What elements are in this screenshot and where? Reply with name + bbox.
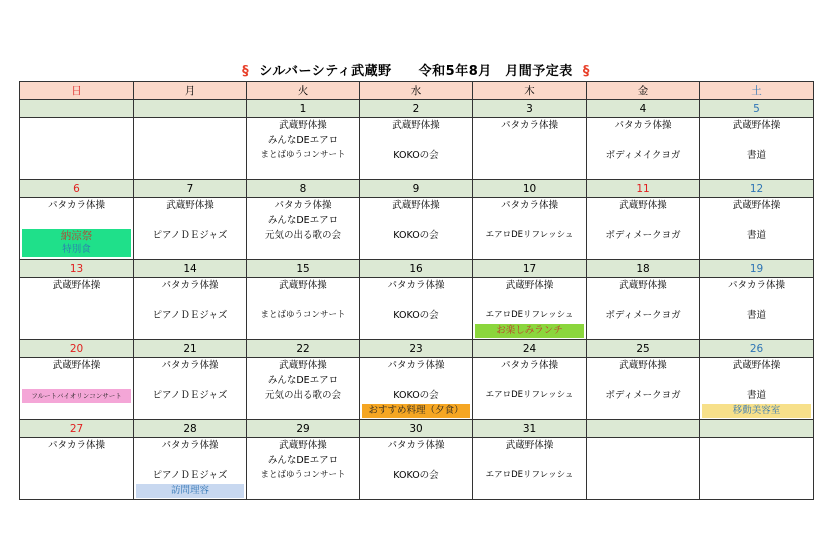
page-title — [0, 60, 832, 79]
day-cell — [360, 358, 473, 420]
day-cell — [20, 278, 134, 340]
weekday-sun: 日 — [20, 82, 134, 100]
activity-item: 書道 — [746, 230, 766, 241]
date-number: 3 — [473, 100, 587, 118]
activity-item — [134, 293, 246, 308]
date-number: 26 — [700, 340, 814, 358]
weekday-thu: 木 — [473, 82, 587, 100]
activity-item — [360, 453, 472, 468]
activity-item: 元気の出る歌の会 — [264, 390, 341, 401]
date-number: 20 — [20, 340, 134, 358]
date-number: 9 — [360, 180, 473, 198]
activity-item — [473, 453, 586, 468]
section-mark-right: § — [582, 64, 590, 79]
date-number — [134, 100, 247, 118]
date-number: 24 — [473, 340, 587, 358]
day-cell — [473, 198, 587, 260]
date-number: 17 — [473, 260, 587, 278]
activity-item: KOKOの会 — [393, 310, 439, 321]
date-number — [700, 420, 814, 438]
date-number: 31 — [473, 420, 587, 438]
day-cell — [247, 278, 360, 340]
date-row — [20, 180, 814, 198]
activity-row — [20, 438, 814, 500]
activity-item: 武蔵野体操 — [279, 360, 327, 371]
activity-row — [20, 278, 814, 340]
activity-item: 武蔵野体操 — [392, 200, 440, 211]
event-badge: 納涼祭 — [22, 229, 131, 243]
date-number: 22 — [247, 340, 360, 358]
weekday-wed: 水 — [360, 82, 473, 100]
event-badge: お楽しみランチ — [475, 324, 584, 338]
event-badge: 訪問理容 — [136, 484, 244, 498]
day-cell — [587, 198, 700, 260]
date-number — [20, 100, 134, 118]
date-number: 16 — [360, 260, 473, 278]
date-number: 2 — [360, 100, 473, 118]
activity-item — [360, 293, 472, 308]
day-cell — [134, 358, 247, 420]
date-number: 23 — [360, 340, 473, 358]
activity-item — [134, 213, 246, 228]
activity-item: まとばゆうコンサート — [260, 470, 346, 480]
activity-item — [587, 213, 699, 228]
event-badge: 特別食 — [22, 243, 131, 257]
activity-item — [700, 373, 813, 388]
activity-item: パタカラ体操 — [727, 280, 785, 291]
section-mark-left: § — [242, 64, 250, 79]
date-number: 14 — [134, 260, 247, 278]
day-cell — [473, 438, 587, 500]
date-number: 8 — [247, 180, 360, 198]
weekday-header-row — [20, 82, 814, 100]
day-cell — [247, 118, 360, 180]
day-cell — [700, 118, 814, 180]
event-badge: おすすめ料理（夕食） — [362, 404, 470, 418]
activity-item: ボディメークヨガ — [605, 310, 681, 321]
activity-item: パタカラ体操 — [387, 280, 445, 291]
activity-item: エアロDEリフレッシュ — [485, 470, 574, 480]
activity-item: パタカラ体操 — [500, 200, 558, 211]
activity-item: ピアノＤＥジャズ — [152, 470, 228, 481]
calendar-body — [20, 82, 814, 500]
date-number: 28 — [134, 420, 247, 438]
date-number: 18 — [587, 260, 700, 278]
event-badge: 移動美容室 — [702, 404, 811, 418]
activity-item: ピアノＤＥジャズ — [152, 230, 228, 241]
day-cell — [473, 358, 587, 420]
date-number: 27 — [20, 420, 134, 438]
date-number: 6 — [20, 180, 134, 198]
activity-item: パタカラ体操 — [387, 440, 445, 451]
activity-item — [360, 133, 472, 148]
day-cell — [247, 198, 360, 260]
date-number: 12 — [700, 180, 814, 198]
activity-item: 武蔵野体操 — [52, 360, 101, 371]
date-number: 4 — [587, 100, 700, 118]
day-cell — [134, 118, 247, 180]
activity-item — [473, 373, 586, 388]
date-row — [20, 340, 814, 358]
day-cell — [473, 118, 587, 180]
activity-item: みんなDEエアロ — [267, 135, 339, 146]
activity-item: KOKOの会 — [393, 390, 439, 401]
date-row — [20, 420, 814, 438]
day-cell — [473, 278, 587, 340]
day-cell — [360, 438, 473, 500]
activity-item: ピアノＤＥジャズ — [152, 390, 228, 401]
activity-item: パタカラ体操 — [614, 120, 672, 131]
activity-item — [587, 373, 699, 388]
title-text: シルバーシティ武蔵野 令和5年8月 月間予定表 — [259, 64, 573, 79]
activity-item: 武蔵野体操 — [732, 360, 781, 371]
activity-item: 武蔵野体操 — [619, 360, 667, 371]
activity-item: ボディメークヨガ — [605, 390, 681, 401]
activity-item: 書道 — [746, 390, 766, 401]
date-number: 21 — [134, 340, 247, 358]
day-cell — [360, 118, 473, 180]
day-cell — [587, 358, 700, 420]
day-cell — [360, 278, 473, 340]
day-cell — [134, 278, 247, 340]
day-cell — [20, 118, 134, 180]
activity-item: 書道 — [746, 310, 766, 321]
day-cell — [587, 278, 700, 340]
activity-item — [247, 293, 359, 308]
activity-item: 武蔵野体操 — [52, 280, 101, 291]
event-badge: フルートバイオリンコンサート — [22, 389, 131, 403]
activity-item: 武蔵野体操 — [505, 440, 554, 451]
day-cell — [700, 278, 814, 340]
weekday-mon: 月 — [134, 82, 247, 100]
activity-item: 武蔵野体操 — [392, 120, 440, 131]
day-cell — [247, 438, 360, 500]
activity-item: パタカラ体操 — [161, 280, 219, 291]
activity-item: パタカラ体操 — [161, 360, 219, 371]
activity-item: 書道 — [746, 150, 766, 161]
day-cell — [134, 438, 247, 500]
activity-item: KOKOの会 — [393, 230, 439, 241]
day-cell — [360, 198, 473, 260]
activity-item — [473, 293, 586, 308]
day-cell — [20, 198, 134, 260]
date-row — [20, 260, 814, 278]
activity-item: エアロDEリフレッシュ — [485, 310, 574, 320]
calendar-table — [19, 81, 814, 500]
activity-item: 武蔵野体操 — [505, 280, 554, 291]
activity-item: パタカラ体操 — [500, 360, 558, 371]
activity-item: ピアノＤＥジャズ — [152, 310, 228, 321]
activity-item: パタカラ体操 — [47, 440, 105, 451]
activity-item: パタカラ体操 — [274, 200, 332, 211]
activity-item: みんなDEエアロ — [267, 375, 339, 386]
activity-item: 元気の出る歌の会 — [264, 230, 341, 241]
activity-item — [700, 293, 813, 308]
activity-item: パタカラ体操 — [387, 360, 445, 371]
weekday-sat: 土 — [700, 82, 814, 100]
activity-item — [360, 213, 472, 228]
day-cell — [247, 358, 360, 420]
activity-row — [20, 358, 814, 420]
date-number: 30 — [360, 420, 473, 438]
activity-item: パタカラ体操 — [47, 200, 105, 211]
activity-item: KOKOの会 — [393, 470, 439, 481]
activity-item — [134, 373, 246, 388]
date-number: 29 — [247, 420, 360, 438]
activity-item: 武蔵野体操 — [279, 120, 327, 131]
date-number: 7 — [134, 180, 247, 198]
day-cell — [700, 438, 814, 500]
activity-item: 武蔵野体操 — [732, 120, 781, 131]
activity-item: パタカラ体操 — [161, 440, 219, 451]
day-cell — [134, 198, 247, 260]
activity-item — [700, 133, 813, 148]
activity-item: 武蔵野体操 — [732, 200, 781, 211]
activity-item — [700, 213, 813, 228]
activity-item: ボディメイクヨガ — [605, 150, 681, 161]
day-cell — [700, 358, 814, 420]
activity-item: みんなDEエアロ — [267, 215, 339, 226]
activity-item: まとばゆうコンサート — [260, 310, 346, 320]
activity-item: パタカラ体操 — [500, 120, 558, 131]
day-cell — [20, 358, 134, 420]
date-number: 25 — [587, 340, 700, 358]
day-cell — [587, 118, 700, 180]
activity-item — [360, 373, 472, 388]
activity-row — [20, 198, 814, 260]
activity-item — [587, 293, 699, 308]
activity-item: まとばゆうコンサート — [260, 150, 346, 160]
weekday-fri: 金 — [587, 82, 700, 100]
date-number: 19 — [700, 260, 814, 278]
activity-item: 武蔵野体操 — [619, 280, 667, 291]
date-number: 11 — [587, 180, 700, 198]
date-number — [587, 420, 700, 438]
activity-item — [473, 213, 586, 228]
activity-item — [587, 133, 699, 148]
date-number: 1 — [247, 100, 360, 118]
date-row — [20, 100, 814, 118]
activity-item: ボディメークヨガ — [605, 230, 681, 241]
activity-item: 武蔵野体操 — [166, 200, 214, 211]
date-number: 15 — [247, 260, 360, 278]
day-cell — [587, 438, 700, 500]
activity-item: みんなDEエアロ — [267, 455, 339, 466]
activity-item: 武蔵野体操 — [279, 280, 327, 291]
date-number: 13 — [20, 260, 134, 278]
activity-item: 武蔵野体操 — [279, 440, 327, 451]
activity-item — [134, 453, 246, 468]
day-cell — [20, 438, 134, 500]
date-number: 5 — [700, 100, 814, 118]
weekday-tue: 火 — [247, 82, 360, 100]
activity-item: 武蔵野体操 — [619, 200, 667, 211]
day-cell — [700, 198, 814, 260]
date-number: 10 — [473, 180, 587, 198]
activity-row — [20, 118, 814, 180]
activity-item: KOKOの会 — [393, 150, 439, 161]
activity-item: エアロDEリフレッシュ — [485, 230, 574, 240]
activity-item: エアロDEリフレッシュ — [485, 390, 574, 400]
